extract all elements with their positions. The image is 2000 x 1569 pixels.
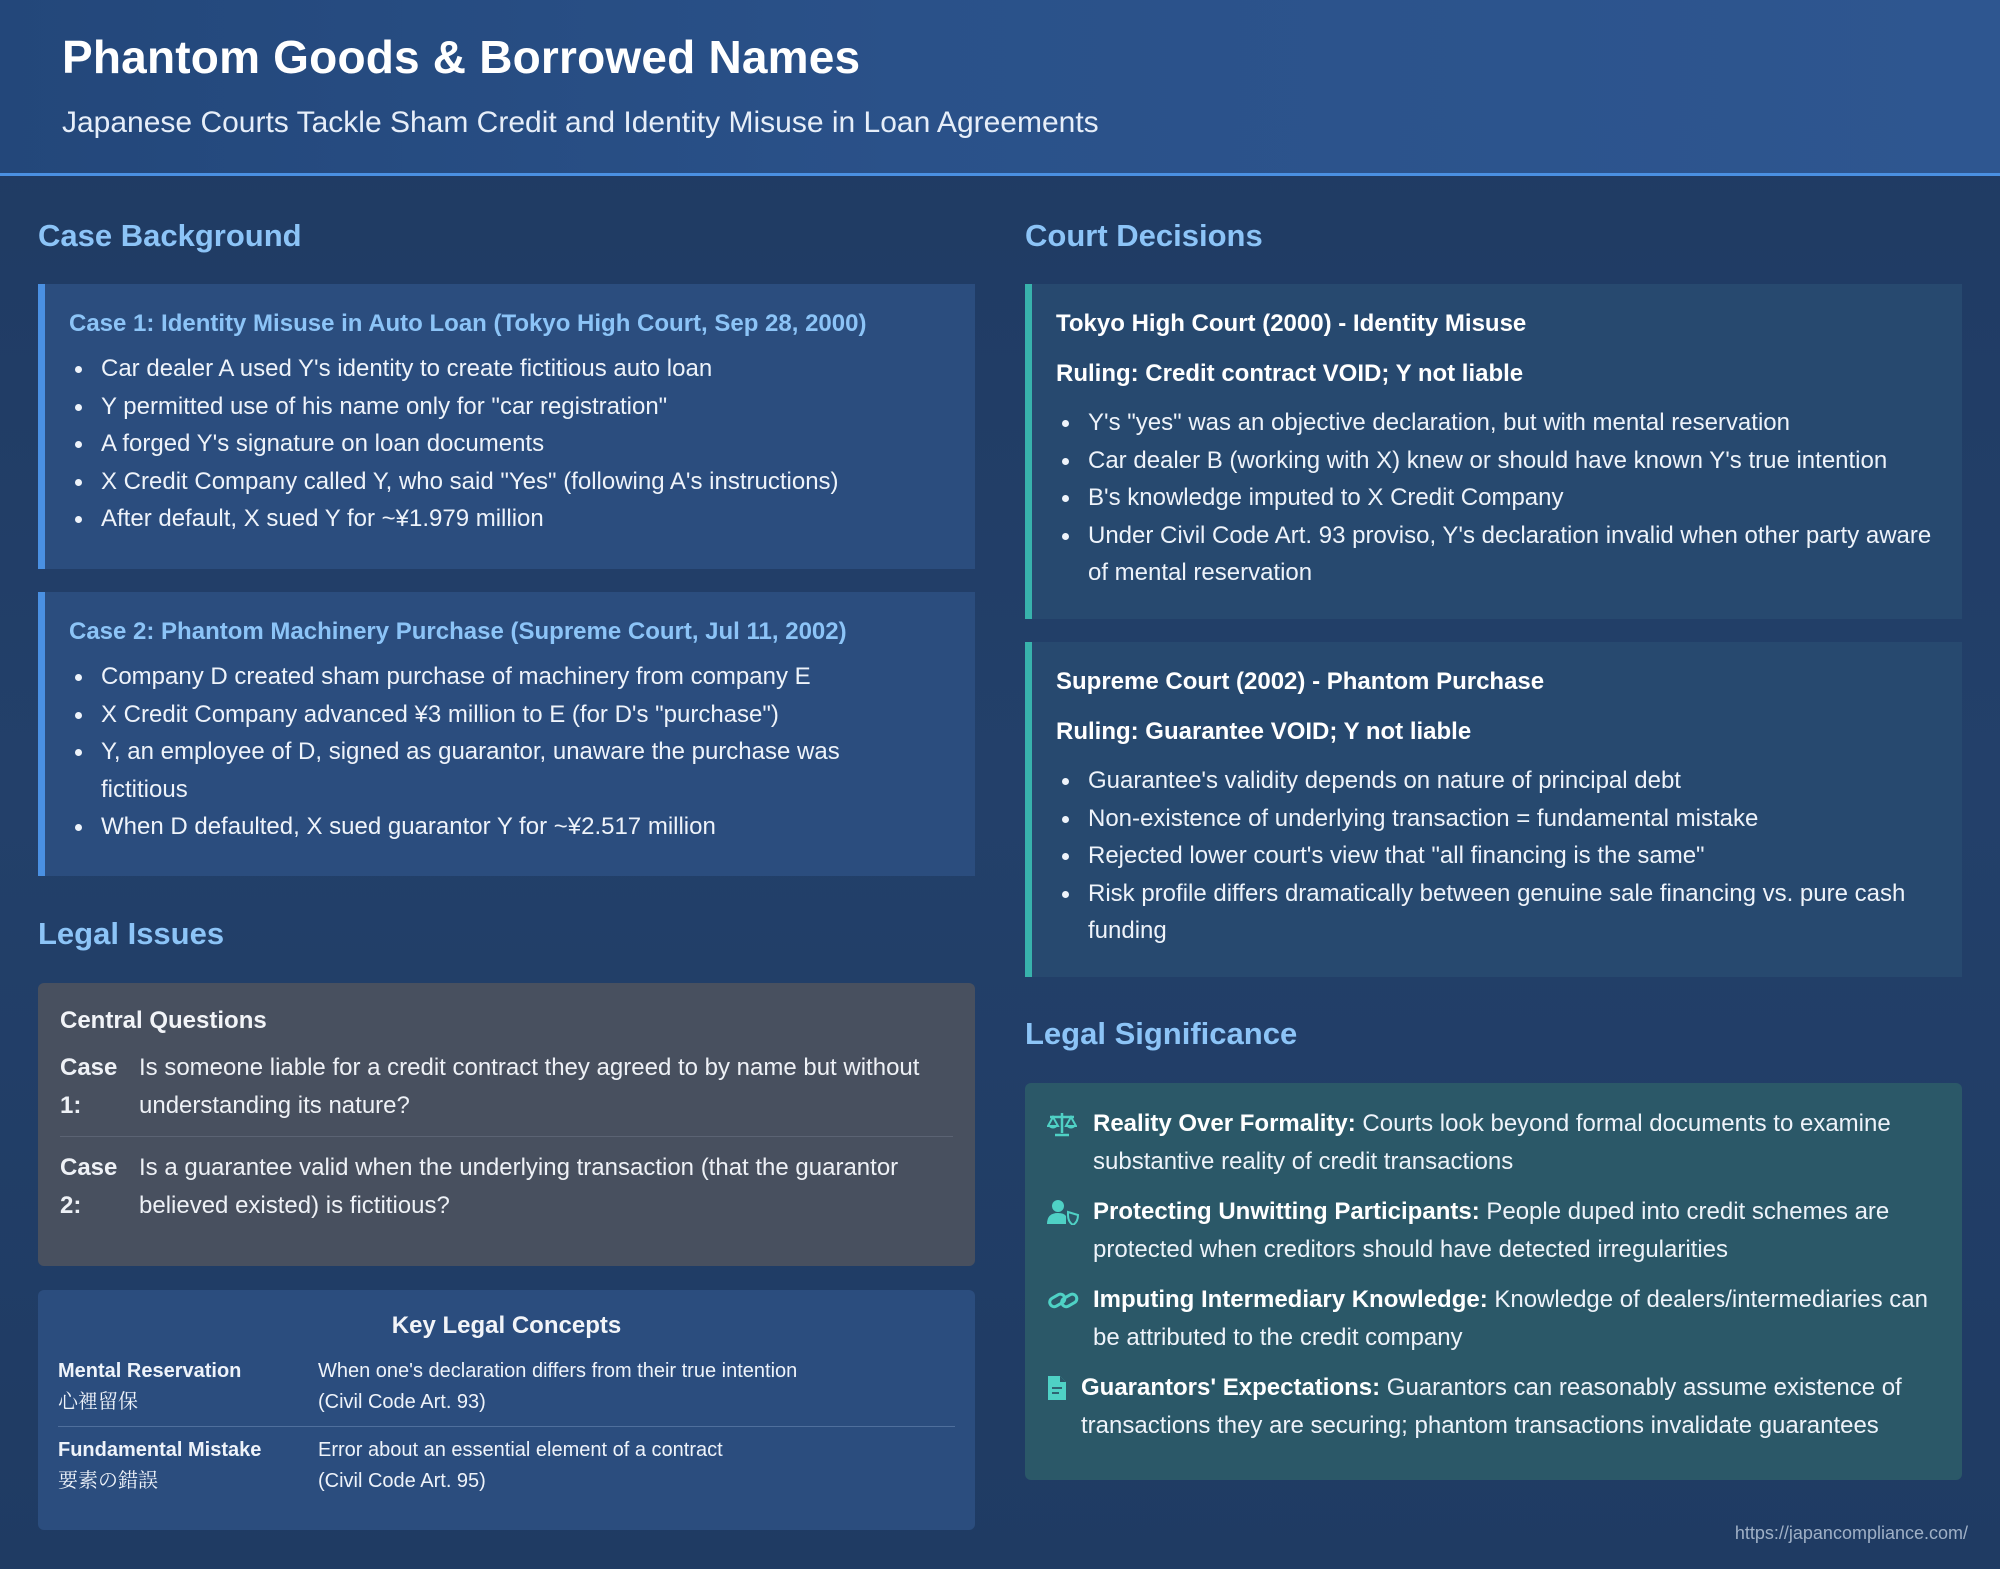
significance-body: People duped into credit schemes are protected when creditors should have detected irregularities xyxy=(1093,1198,1890,1263)
concept-term xyxy=(58,1435,318,1497)
concept-def-ref: (Civil Code Art. 95) xyxy=(318,1470,486,1492)
list-item: X Credit Company advanced ¥3 million to E (for D's "purchase") xyxy=(69,696,861,734)
concept-row xyxy=(58,1356,955,1426)
significance-item xyxy=(1047,1105,1936,1180)
significance-text xyxy=(1093,1193,1936,1268)
decision2-ruling: Ruling: Guarantee VOID; Y not liable xyxy=(1056,718,1472,745)
list-item: Y, an employee of D, signed as guarantor, unaware the purchase was fictitious xyxy=(69,733,861,808)
question-label: Case 2: xyxy=(60,1154,118,1219)
significance-text xyxy=(1093,1105,1936,1180)
concept-definition xyxy=(318,1356,955,1418)
case-background-heading: Case Background xyxy=(38,218,302,253)
question-text: Is someone liable for a credit contract they agreed to by name but without understanding its nature? xyxy=(139,1054,920,1119)
concept-def-text: When one's declaration differs from their true intention xyxy=(318,1360,798,1382)
list-item: When D defaulted, X sued guarantor Y for ~¥2.517 million xyxy=(69,808,861,846)
concept-term-en: Mental Reservation xyxy=(58,1360,242,1382)
decision2-title: Supreme Court (2002) - Phantom Purchase xyxy=(1056,668,1545,695)
significance-body: Courts look beyond formal documents to examine substantive reality of credit transactions xyxy=(1093,1110,1891,1175)
list-item: Car dealer A used Y's identity to create fictitious auto loan xyxy=(69,350,951,388)
significance-item xyxy=(1047,1193,1936,1268)
concept-term-jp: 要素の錯誤 xyxy=(58,1470,158,1492)
case1-bullets xyxy=(69,350,951,538)
key-concepts-title: Key Legal Concepts xyxy=(391,1312,622,1339)
significance-bold: Guarantors' Expectations: xyxy=(1081,1374,1381,1401)
footer-url: https://japancompliance.com/ xyxy=(1734,1523,1968,1543)
supreme-decision-card xyxy=(1025,642,1962,977)
concept-term xyxy=(58,1356,318,1418)
tokyo-decision-card xyxy=(1025,284,1962,619)
page-subtitle: Japanese Courts Tackle Sham Credit and Identity Misuse in Loan Agreements xyxy=(62,106,1099,139)
concept-row xyxy=(58,1426,955,1505)
court-decisions-heading: Court Decisions xyxy=(1025,218,1263,253)
concept-term-en: Fundamental Mistake xyxy=(58,1439,262,1461)
concept-term-jp: 心裡留保 xyxy=(58,1391,138,1413)
contract-file-icon xyxy=(1047,1369,1081,1406)
list-item: Rejected lower court's view that "all financing is the same" xyxy=(1056,837,1938,875)
decision2-bullets xyxy=(1056,762,1938,950)
central-questions-box xyxy=(38,983,975,1266)
user-shield-icon xyxy=(1047,1193,1093,1230)
page-title: Phantom Goods & Borrowed Names xyxy=(62,31,861,83)
significance-item xyxy=(1047,1281,1936,1356)
list-item: Y permitted use of his name only for "car registration" xyxy=(69,388,951,426)
list-item: Non-existence of underlying transaction = fundamental mistake xyxy=(1056,800,1938,838)
significance-body: Guarantors can reasonably assume existence of transactions they are securing; phantom transactions invalidate guarantees xyxy=(1081,1374,1902,1439)
significance-item xyxy=(1047,1369,1936,1444)
page-header xyxy=(0,0,2000,176)
decision1-title: Tokyo High Court (2000) - Identity Misuse xyxy=(1056,310,1527,337)
significance-text xyxy=(1081,1369,1936,1444)
list-item: After default, X sued Y for ~¥1.979 million xyxy=(69,500,951,538)
significance-bold: Reality Over Formality: xyxy=(1093,1110,1356,1137)
list-item: X Credit Company called Y, who said "Yes" (following A's instructions) xyxy=(69,463,951,501)
key-concepts-box xyxy=(38,1290,975,1530)
question-row xyxy=(60,1136,953,1236)
legal-issues-heading: Legal Issues xyxy=(38,916,225,951)
list-item: Y's "yes" was an objective declaration, but with mental reservation xyxy=(1056,404,1938,442)
legal-significance-box xyxy=(1025,1083,1962,1480)
question-row xyxy=(60,1049,953,1136)
balance-scale-icon xyxy=(1047,1105,1093,1142)
case2-bullets xyxy=(69,658,951,846)
central-questions-title: Central Questions xyxy=(60,1007,267,1034)
decision1-bullets xyxy=(1056,404,1938,592)
question-label: Case 1: xyxy=(60,1054,118,1119)
list-item: Company D created sham purchase of machinery from company E xyxy=(69,658,861,696)
question-text: Is a guarantee valid when the underlying transaction (that the guarantor believed existed) is fictitious? xyxy=(139,1154,899,1219)
case2-card xyxy=(38,592,975,876)
case2-title: Case 2: Phantom Machinery Purchase (Supreme Court, Jul 11, 2002) xyxy=(69,618,847,645)
concept-definition xyxy=(318,1435,955,1497)
significance-bold: Protecting Unwitting Participants: xyxy=(1093,1198,1480,1225)
list-item: B's knowledge imputed to X Credit Company xyxy=(1056,479,1938,517)
list-item: Risk profile differs dramatically between genuine sale financing vs. pure cash funding xyxy=(1056,875,1938,950)
list-item: A forged Y's signature on loan documents xyxy=(69,425,951,463)
significance-body: Knowledge of dealers/intermediaries can be attributed to the credit company xyxy=(1093,1286,1928,1351)
list-item: Under Civil Code Art. 93 proviso, Y's declaration invalid when other party aware of mental reservation xyxy=(1056,517,1938,592)
significance-bold: Imputing Intermediary Knowledge: xyxy=(1093,1286,1488,1313)
significance-text xyxy=(1093,1281,1936,1356)
decision1-ruling: Ruling: Credit contract VOID; Y not liable xyxy=(1056,360,1524,387)
list-item: Guarantee's validity depends on nature of principal debt xyxy=(1056,762,1938,800)
link-icon xyxy=(1047,1281,1093,1318)
case1-card xyxy=(38,284,975,569)
case1-title: Case 1: Identity Misuse in Auto Loan (Tokyo High Court, Sep 28, 2000) xyxy=(69,310,867,337)
list-item: Car dealer B (working with X) knew or should have known Y's true intention xyxy=(1056,442,1938,480)
concept-def-ref: (Civil Code Art. 93) xyxy=(318,1391,486,1413)
concept-def-text: Error about an essential element of a contract xyxy=(318,1439,723,1461)
legal-significance-heading: Legal Significance xyxy=(1025,1016,1298,1051)
